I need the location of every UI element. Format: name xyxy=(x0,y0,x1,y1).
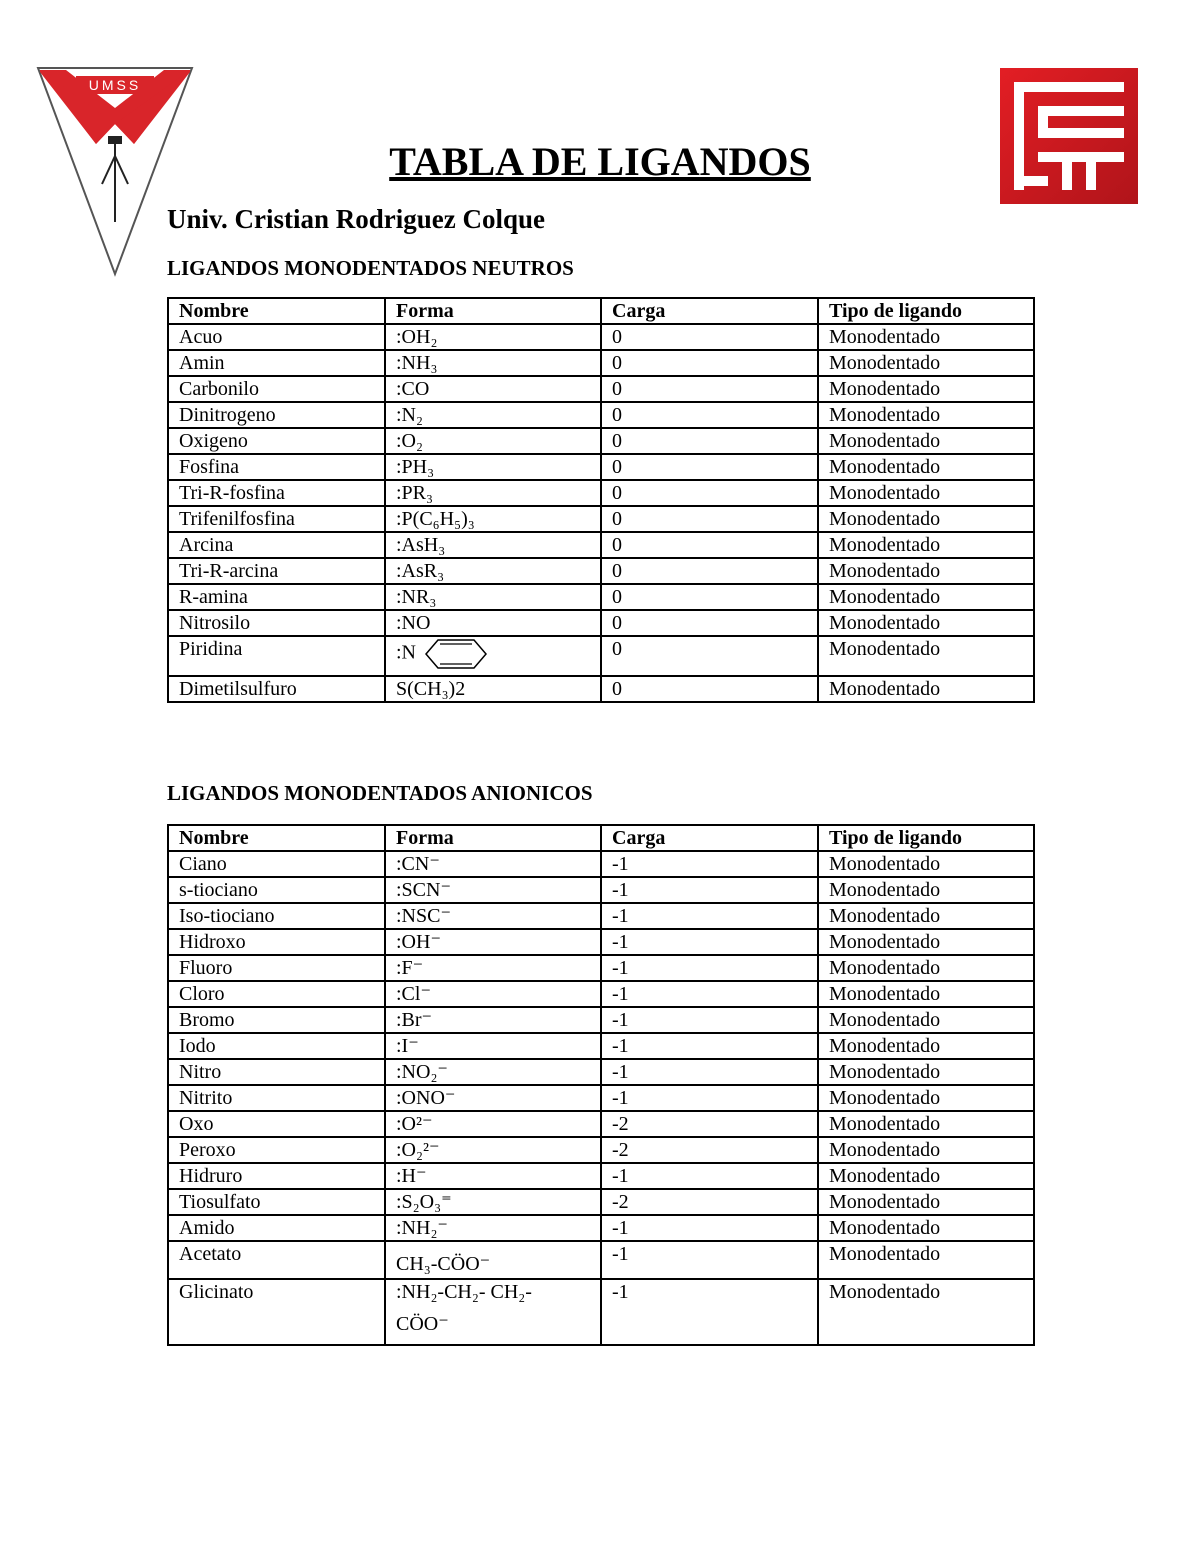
cell-forma: :I⁻ xyxy=(385,1033,601,1059)
cell-nombre: Hidroxo xyxy=(168,929,385,955)
table-body xyxy=(168,324,1034,702)
cell-tipo: Monodentado xyxy=(818,1215,1034,1241)
cell-forma: :CN⁻ xyxy=(385,851,601,877)
cell-nombre: Tri-R-fosfina xyxy=(168,480,385,506)
cell-nombre: Amin xyxy=(168,350,385,376)
cell-carga: 0 xyxy=(601,350,818,376)
table-row xyxy=(168,1085,1034,1111)
cell-nombre: Cloro xyxy=(168,981,385,1007)
cell-carga: -1 xyxy=(601,903,818,929)
cell-tipo: Monodentado xyxy=(818,454,1034,480)
table-row xyxy=(168,376,1034,402)
cell-tipo: Monodentado xyxy=(818,1189,1034,1215)
cell-tipo: Monodentado xyxy=(818,676,1034,702)
cell-carga: -1 xyxy=(601,955,818,981)
table-row xyxy=(168,402,1034,428)
cell-carga: -2 xyxy=(601,1189,818,1215)
cell-forma: :NH₃ xyxy=(385,350,601,376)
cell-tipo: Monodentado xyxy=(818,1279,1034,1345)
cell-tipo: Monodentado xyxy=(818,506,1034,532)
cell-forma: :O₂²⁻ xyxy=(385,1137,601,1163)
cell-forma-text: :NH₂-CH₂- CH₂- xyxy=(396,1281,532,1303)
table-anionicos xyxy=(167,824,1035,1346)
col-header-carga: Carga xyxy=(601,825,818,851)
cell-nombre: Carbonilo xyxy=(168,376,385,402)
cell-tipo: Monodentado xyxy=(818,851,1034,877)
cell-tipo: Monodentado xyxy=(818,350,1034,376)
cell-tipo: Monodentado xyxy=(818,1163,1034,1189)
cell-carga: 0 xyxy=(601,480,818,506)
cell-nombre: Iodo xyxy=(168,1033,385,1059)
col-header-carga: Carga xyxy=(601,298,818,324)
col-header-nombre: Nombre xyxy=(168,825,385,851)
table-row xyxy=(168,1241,1034,1279)
table-body xyxy=(168,851,1034,1345)
cell-carga: -1 xyxy=(601,1241,818,1279)
cell-forma-text-line2: CÖO⁻ xyxy=(396,1313,449,1335)
cell-nombre: Fosfina xyxy=(168,454,385,480)
cell-carga: -1 xyxy=(601,1163,818,1189)
cell-tipo: Monodentado xyxy=(818,1241,1034,1279)
cell-forma: :S₂O₃⁼ xyxy=(385,1189,601,1215)
cell-forma: :PH₃ xyxy=(385,454,601,480)
cell-nombre: Nitrosilo xyxy=(168,610,385,636)
cell-tipo: Monodentado xyxy=(818,558,1034,584)
cell-nombre: Piridina xyxy=(168,636,385,676)
section-heading-anionicos: LIGANDOS MONODENTADOS ANIONICOS xyxy=(167,781,593,805)
col-header-tipo: Tipo de ligando xyxy=(818,298,1034,324)
cell-nombre: R-amina xyxy=(168,584,385,610)
cell-nombre: Bromo xyxy=(168,1007,385,1033)
table-row xyxy=(168,877,1034,903)
cell-nombre: Nitrito xyxy=(168,1085,385,1111)
cell-forma: :NO₂⁻ xyxy=(385,1059,601,1085)
cell-nombre: Dinitrogeno xyxy=(168,402,385,428)
cell-forma: :PR₃ xyxy=(385,480,601,506)
cell-forma: :AsH₃ xyxy=(385,532,601,558)
table-row xyxy=(168,1111,1034,1137)
header-row xyxy=(168,298,1034,324)
cell-forma: :F⁻ xyxy=(385,955,601,981)
cell-carga: 0 xyxy=(601,402,818,428)
cell-forma: :AsR₃ xyxy=(385,558,601,584)
cell-tipo: Monodentado xyxy=(818,376,1034,402)
cell-tipo: Monodentado xyxy=(818,480,1034,506)
cell-tipo: Monodentado xyxy=(818,402,1034,428)
cell-tipo: Monodentado xyxy=(818,1033,1034,1059)
cell-forma: :P(C₆H₅)₃ xyxy=(385,506,601,532)
cell-nombre: Hidruro xyxy=(168,1163,385,1189)
cell-forma-text: :N xyxy=(396,641,416,664)
cell-forma: :Br⁻ xyxy=(385,1007,601,1033)
cell-carga: 0 xyxy=(601,584,818,610)
table-row xyxy=(168,350,1034,376)
cell-nombre: Nitro xyxy=(168,1059,385,1085)
cell-tipo: Monodentado xyxy=(818,1085,1034,1111)
cell-carga: -1 xyxy=(601,1059,818,1085)
cell-tipo: Monodentado xyxy=(818,1007,1034,1033)
cell-carga: -1 xyxy=(601,1215,818,1241)
cell-forma: :O²⁻ xyxy=(385,1111,601,1137)
table-row xyxy=(168,1189,1034,1215)
table-header xyxy=(168,825,1034,851)
table-row xyxy=(168,955,1034,981)
cell-carga: -1 xyxy=(601,981,818,1007)
cell-carga: -1 xyxy=(601,1279,818,1345)
cell-nombre: Amido xyxy=(168,1215,385,1241)
table-row xyxy=(168,1215,1034,1241)
cell-nombre: Trifenilfosfina xyxy=(168,506,385,532)
cell-tipo: Monodentado xyxy=(818,584,1034,610)
table-row xyxy=(168,929,1034,955)
cell-forma: CH₃-CÖO⁻ xyxy=(385,1241,601,1279)
col-header-nombre: Nombre xyxy=(168,298,385,324)
table-row xyxy=(168,1007,1034,1033)
cell-tipo: Monodentado xyxy=(818,903,1034,929)
cell-nombre: Glicinato xyxy=(168,1279,385,1345)
table-row xyxy=(168,532,1034,558)
cell-carga: -1 xyxy=(601,1007,818,1033)
cell-carga: 0 xyxy=(601,428,818,454)
cell-tipo: Monodentado xyxy=(818,1111,1034,1137)
cell-nombre: Acetato xyxy=(168,1241,385,1279)
table-header xyxy=(168,298,1034,324)
cell-carga: -1 xyxy=(601,929,818,955)
cell-carga: 0 xyxy=(601,558,818,584)
cell-tipo: Monodentado xyxy=(818,428,1034,454)
cell-nombre: Tiosulfato xyxy=(168,1189,385,1215)
table-row xyxy=(168,1279,1034,1345)
table-row xyxy=(168,1059,1034,1085)
cell-tipo: Monodentado xyxy=(818,929,1034,955)
table-row xyxy=(168,676,1034,702)
cell-nombre: s-tiociano xyxy=(168,877,385,903)
cell-forma: :CO xyxy=(385,376,601,402)
table-neutros xyxy=(167,297,1035,703)
hexagon-ring-icon xyxy=(424,637,488,671)
table-row xyxy=(168,1137,1034,1163)
cell-carga: 0 xyxy=(601,676,818,702)
cell-tipo: Monodentado xyxy=(818,955,1034,981)
col-header-tipo: Tipo de ligando xyxy=(818,825,1034,851)
cell-forma: :NO xyxy=(385,610,601,636)
cell-tipo: Monodentado xyxy=(818,532,1034,558)
cell-tipo: Monodentado xyxy=(818,324,1034,350)
cell-nombre: Iso-tiociano xyxy=(168,903,385,929)
table-row xyxy=(168,1033,1034,1059)
umss-logo-text: UMSS xyxy=(88,77,142,93)
table-row xyxy=(168,584,1034,610)
table-row xyxy=(168,981,1034,1007)
cell-forma: :OH₂ xyxy=(385,324,601,350)
cell-tipo: Monodentado xyxy=(818,610,1034,636)
cell-carga: 0 xyxy=(601,376,818,402)
table-row xyxy=(168,610,1034,636)
cell-forma: :N₂ xyxy=(385,402,601,428)
table-row xyxy=(168,903,1034,929)
table-row xyxy=(168,480,1034,506)
col-header-forma: Forma xyxy=(385,825,601,851)
cell-carga: -1 xyxy=(601,851,818,877)
cell-carga: -1 xyxy=(601,1033,818,1059)
cell-forma: :NH₂⁻ xyxy=(385,1215,601,1241)
cell-forma: S(CH₃)2 xyxy=(385,676,601,702)
cell-forma: :O₂ xyxy=(385,428,601,454)
cell-forma xyxy=(385,636,601,676)
cell-nombre: Tri-R-arcina xyxy=(168,558,385,584)
cell-carga: 0 xyxy=(601,532,818,558)
cell-tipo: Monodentado xyxy=(818,636,1034,676)
table-row xyxy=(168,428,1034,454)
table-row xyxy=(168,454,1034,480)
cell-nombre: Acuo xyxy=(168,324,385,350)
cell-forma: :OH⁻ xyxy=(385,929,601,955)
cell-nombre: Fluoro xyxy=(168,955,385,981)
cell-forma: :Cl⁻ xyxy=(385,981,601,1007)
cell-forma: :H⁻ xyxy=(385,1163,601,1189)
header-row xyxy=(168,825,1034,851)
cell-nombre: Peroxo xyxy=(168,1137,385,1163)
table-row xyxy=(168,506,1034,532)
table-row xyxy=(168,558,1034,584)
cell-nombre: Oxo xyxy=(168,1111,385,1137)
cell-nombre: Arcina xyxy=(168,532,385,558)
cell-carga: -2 xyxy=(601,1137,818,1163)
cell-tipo: Monodentado xyxy=(818,1137,1034,1163)
table-row xyxy=(168,324,1034,350)
cell-carga: 0 xyxy=(601,324,818,350)
table-row xyxy=(168,851,1034,877)
cell-forma: :NR₃ xyxy=(385,584,601,610)
section-heading-neutros: LIGANDOS MONODENTADOS NEUTROS xyxy=(167,256,574,280)
cell-carga: -1 xyxy=(601,1085,818,1111)
cell-carga: 0 xyxy=(601,506,818,532)
cell-forma: :SCN⁻ xyxy=(385,877,601,903)
cell-nombre: Ciano xyxy=(168,851,385,877)
cell-nombre: Oxigeno xyxy=(168,428,385,454)
cell-forma: :NSC⁻ xyxy=(385,903,601,929)
cell-carga: 0 xyxy=(601,454,818,480)
cell-forma: :ONO⁻ xyxy=(385,1085,601,1111)
cell-carga: 0 xyxy=(601,610,818,636)
table-row xyxy=(168,1163,1034,1189)
cell-carga: 0 xyxy=(601,636,818,676)
author-name: Univ. Cristian Rodriguez Colque xyxy=(167,204,546,234)
col-header-forma: Forma xyxy=(385,298,601,324)
page-title: TABLA DE LIGANDOS xyxy=(389,139,811,184)
cell-carga: -2 xyxy=(601,1111,818,1137)
cell-carga: -1 xyxy=(601,877,818,903)
cell-forma xyxy=(385,1279,601,1345)
table-row xyxy=(168,636,1034,676)
cell-tipo: Monodentado xyxy=(818,1059,1034,1085)
cell-nombre: Dimetilsulfuro xyxy=(168,676,385,702)
cell-tipo: Monodentado xyxy=(818,877,1034,903)
cell-tipo: Monodentado xyxy=(818,981,1034,1007)
